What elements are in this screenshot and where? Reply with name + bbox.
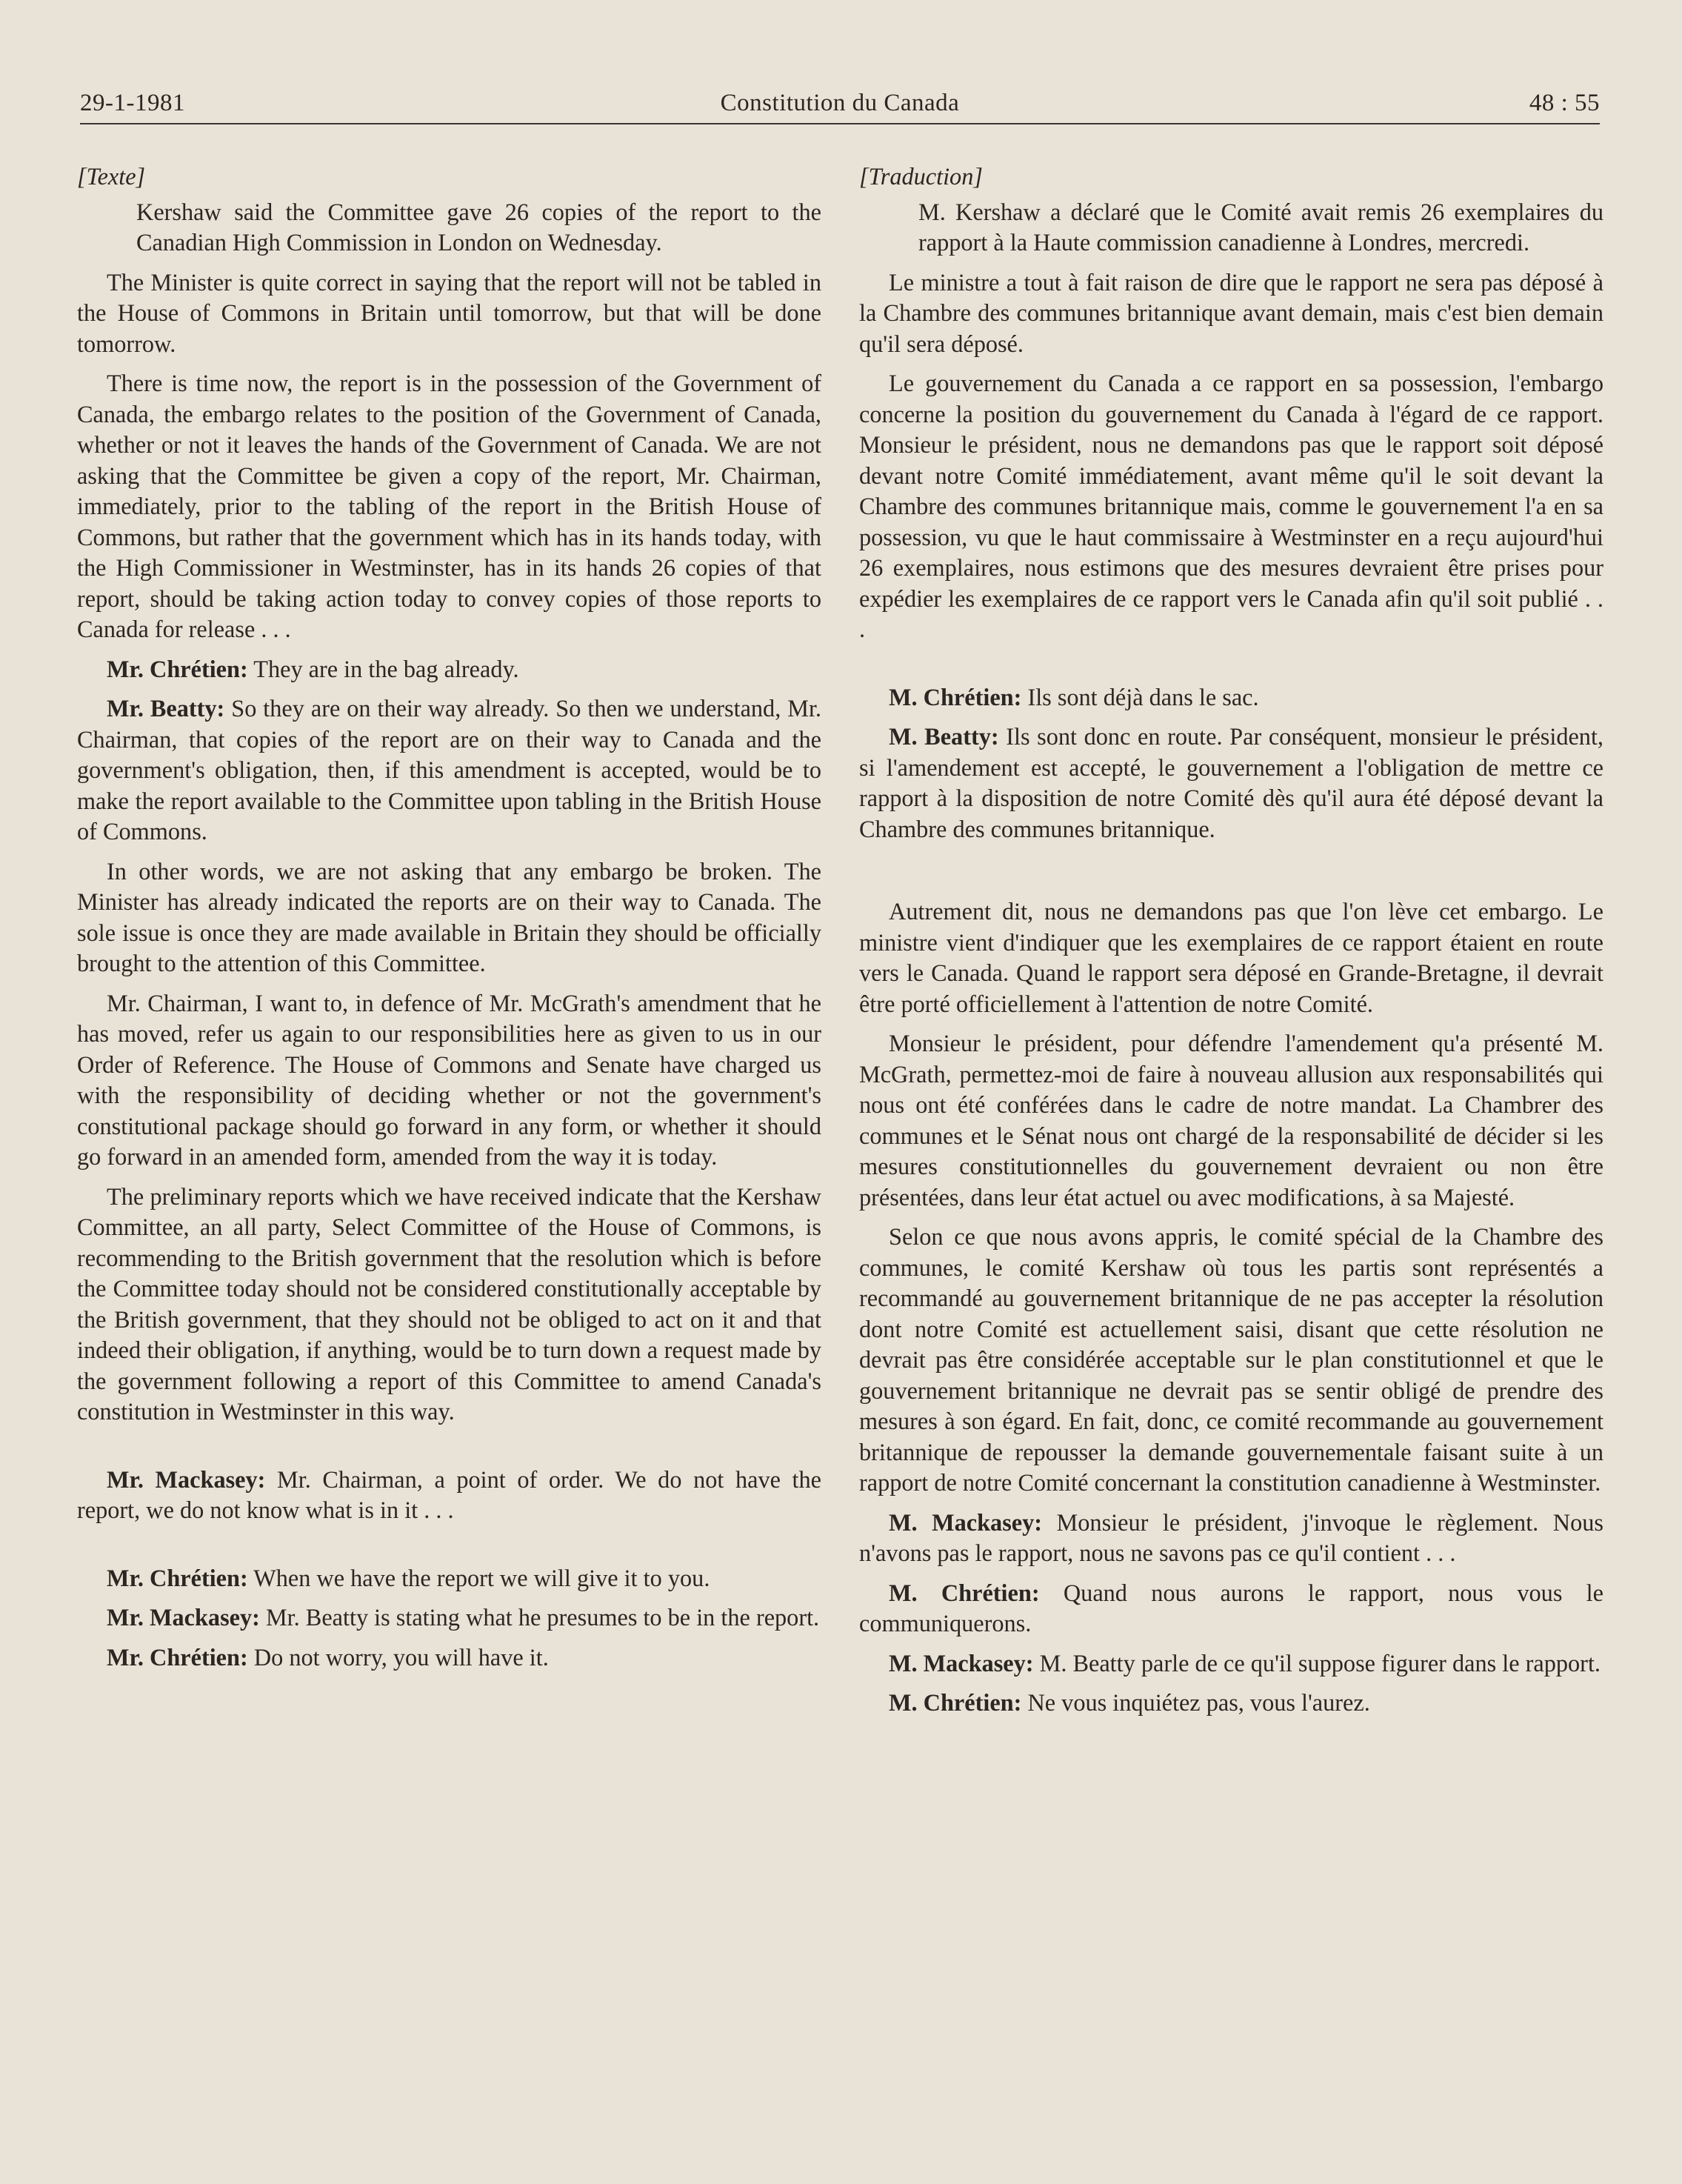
speaker-name: Mr. Mackasey: [107,1465,266,1493]
paragraph: M. Kershaw a déclaré que le Comité avait remis 26 exemplaires du rapport à la Haute commission canadienne à Londres, mercredi. [918,198,1603,256]
text-label: [Texte] [77,163,146,190]
french-column [859,162,1603,1728]
speaker-turn [77,1563,821,1594]
english-column [77,162,821,1682]
speaker-text: Mr. Chairman, a point of order. We do not have the report, we do not know what is in it . . . [77,1465,821,1523]
speaker-name: Mr. Chrétien: [107,1564,248,1591]
speaker-turn [77,1602,821,1634]
speaker-name: Mr. Chrétien: [107,1643,248,1671]
speaker-name: M. Mackasey: [889,1649,1034,1677]
paragraph: Mr. Chairman, I want to, in defence of Mr. McGrath's amendment that he has moved, refer us again to our responsibilities here as given to us in our Order of Reference. The House of Commons and Senate have charged us with the responsibility of deciding whether or not the government's constitutional package should go forward in any form, or whether it should go forward in an amended form, amended from the way it is today. [77,989,821,1170]
speaker-name: M. Chrétien: [889,683,1022,710]
speaker-name: M. Chrétien: [889,1579,1040,1606]
spacer [859,853,1603,896]
paragraph: In other words, we are not asking that any embargo be broken. The Minister has already indicated the reports are on their way to Canada. The sole issue is once they are made available in Britain they should be officially brought to the attention of this Committee. [77,857,821,976]
speaker-turn [77,693,821,848]
spacer [77,1535,821,1563]
running-header [80,83,1600,124]
paragraph: Kershaw said the Committee gave 26 copies of the report to the Canadian High Commission in London on Wednesday. [136,198,821,256]
speaker-turn [77,654,821,685]
speaker-name: Mr. Chrétien: [107,655,248,682]
paragraph: The Minister is quite correct in saying that the report will not be tabled in the House of Commons in Britain until tomorrow, but that will be done tomorrow. [77,268,821,357]
paragraph: Monsieur le président, pour défendre l'amendement qu'a présenté M. McGrath, permettez-moi de faire à nouveau allusion aux responsabilités qui nous ont été conférées dans le cadre de notre mandat. La Chambrer des communes et le Sénat nous ont chargé de la responsabilité de décider si les mesures constitutionnelles du gouvernement devraient ou non être présentées, dans leur état actuel ou avec modifications, à sa Majesté. [859,1030,1603,1211]
speaker-turn [77,1642,821,1674]
header-date: 29-1-1981 [80,90,185,116]
header-title: Constitution du Canada [720,90,960,116]
speaker-turn [859,682,1603,713]
paragraph: Le gouvernement du Canada a ce rapport en sa possession, l'embargo concerne la position du gouvernement du Canada à l'égard de ce rapport. Monsieur le président, nous ne demandons pas que le rapport soit déposé devant notre Comité immédiatement, avant même qu'il le soit devant la Chambre des communes britannique mais, comme le gouvernement l'a en sa possession, vu que le haut commissaire à Westminster en a reçu aujourd'hui 26 exemplaires, nous estimons que des mesures devraient être prises pour expédier les exemplaires de ce rapport vers le Canada afin qu'il soit publié . . . [859,370,1603,642]
speaker-turn [859,1508,1603,1569]
spacer [859,654,1603,682]
speaker-name: M. Beatty: [889,723,999,750]
paragraph: There is time now, the report is in the possession of the Government of Canada, the embargo relates to the position of the Government of Canada, whether or not it leaves the hands of the Government of Canada. We are not asking that the Committee be given a copy of the report, Mr. Chairman, immediately, prior to the tabling of the report in the British House of Commons, but rather that the government which has in its hands today, with the High Commissioner in Westminster, has in its hands 26 copies of that report, should be taking action today to convey copies of those reports to Canada for release . . . [77,370,821,642]
translation-label: [Traduction] [859,163,983,190]
paragraph: The preliminary reports which we have received indicate that the Kershaw Committee, an all party, Select Committee of the House of Commons, is recommending to the British government that the resolution which is before the Committee today should not be considered constitutionally acceptable by the British government, that they should not be obliged to act on it and that indeed their obligation, if anything, would be to turn down a request made by the government following a report of this Committee to amend Canada's constitution in Westminster in this way. [77,1182,821,1425]
speaker-name: M. Mackasey: [889,1508,1042,1536]
paragraph: Le ministre a tout à fait raison de dire que le rapport ne sera pas déposé à la Chambre des communes britannique avant demain, mais c'est bien demain qu'il sera déposé. [859,268,1603,357]
spacer [77,1436,821,1465]
speaker-turn [859,1578,1603,1639]
speaker-text: When we have the report we will give it to you. [247,1564,710,1591]
paragraph: Autrement dit, nous ne demandons pas que l'on lève cet embargo. Le ministre vient d'indiquer que les exemplaires de ce rapport étaient en route vers le Canada. Quand le rapport sera déposé en Grande-Bretagne, il devrait être porté officiellement à l'attention de notre Comité. [859,898,1603,1017]
speaker-text: Ils sont déjà dans le sac. [1021,683,1259,710]
speaker-turn [859,722,1603,845]
paragraph: Selon ce que nous avons appris, le comité spécial de la Chambre des communes, le comité Kershaw où tous les partis sont représentés a recommandé au gouvernement britannique de ne pas accepter la résolution dont notre Comité est actuellement saisi, disant que cette résolution ne devrait pas être considérée acceptable sur le plan constitutionnel et que le gouvernement britannique ne devrait pas se sentir obligé de prendre des mesures à son égard. En fait, donc, ce comité recommande au gouvernement britannique de repousser la demande gouvernementale faisant suite à un rapport de notre Comité concernant la constitution canadienne à Westminster. [859,1223,1603,1496]
speaker-turn [859,1648,1603,1679]
header-page-number: 48 : 55 [1529,90,1600,116]
speaker-text: Do not worry, you will have it. [247,1643,549,1671]
speaker-text: M. Beatty parle de ce qu'il suppose figurer dans le rapport. [1033,1649,1601,1677]
speaker-text: Monsieur le président, j'invoque le règlement. Nous n'avons pas le rapport, nous ne savons pas ce qu'il contient . . . [859,1508,1603,1566]
speaker-name: M. Chrétien: [889,1689,1022,1716]
speaker-turn [77,1465,821,1526]
speaker-text: Ne vous inquiétez pas, vous l'aurez. [1021,1689,1370,1716]
speaker-text: Mr. Beatty is stating what he presumes to be in the report. [259,1604,820,1631]
speaker-name: Mr. Mackasey: [107,1604,260,1631]
speaker-text: Ils sont donc en route. Par conséquent, monsieur le président, si l'amendement est accepté, le gouvernement a l'obligation de mettre ce rapport à la disposition de notre Comité dès qu'il aura été déposé devant la Chambre des communes britannique. [859,723,1603,842]
speaker-text: They are in the bag already. [247,655,519,682]
speaker-text: So they are on their way already. So then we understand, Mr. Chairman, that copies of the report are on their way to Canada and the government's obligation, then, if this amendment is accepted, would be to make the report available to the Committee upon tabling in the British House of Commons. [77,695,821,845]
speaker-name: Mr. Beatty: [107,695,225,722]
speaker-turn [859,1688,1603,1719]
speaker-text: Quand nous aurons le rapport, nous vous le communiquerons. [859,1579,1603,1637]
